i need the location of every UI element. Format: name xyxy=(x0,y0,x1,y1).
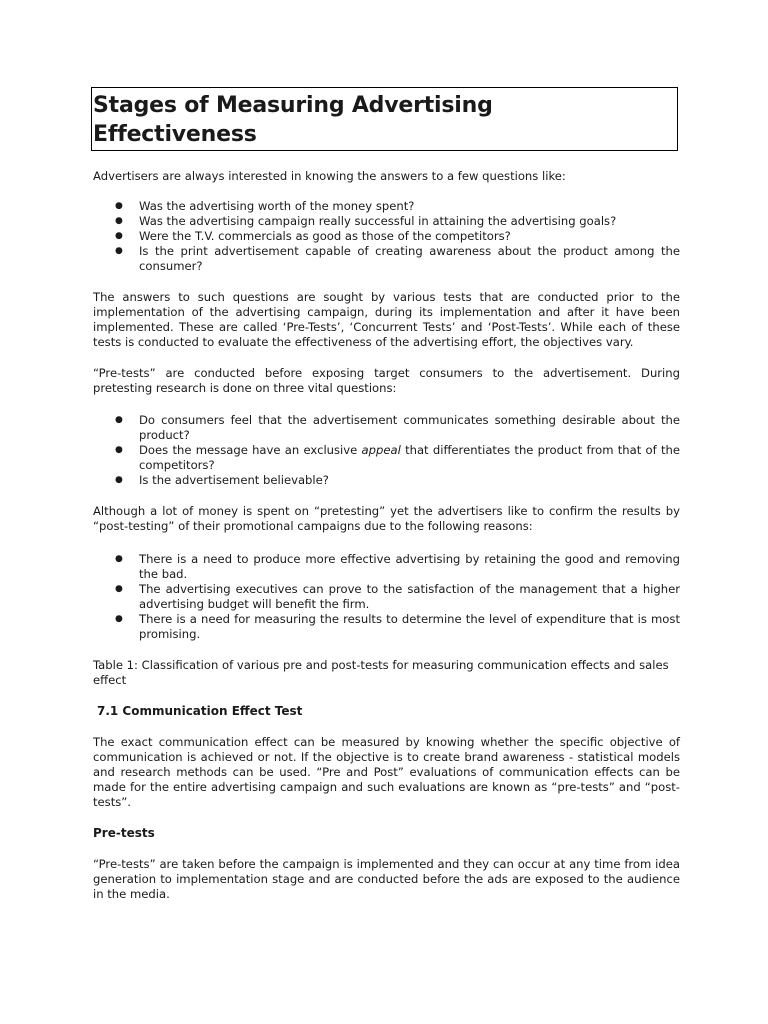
list-item: ● Do consumers feel that the advertisement communicates something desirable about the product? xyxy=(115,413,680,442)
title-line-1: Stages of Measuring Advertising xyxy=(93,93,493,118)
bullet-icon: ● xyxy=(115,584,123,594)
list-item: ● Was the advertising worth of the money spent? xyxy=(115,199,415,213)
title-box xyxy=(91,87,678,151)
vital-questions-list xyxy=(93,413,680,488)
bullet-icon: ● xyxy=(115,614,123,624)
list-item: ● Does the message have an exclusive appeal that differentiates the product from that of the competitors? xyxy=(115,443,680,472)
bullet-icon: ● xyxy=(115,445,123,455)
list-item: ● Is the advertisement believable? xyxy=(115,473,329,487)
list-item: ● There is a need to produce more effective advertising by retaining the good and removing the bad. xyxy=(115,552,680,581)
answers-paragraph: The answers to such questions are sought by various tests that are conducted prior to the implementation of the advertising campaign, during its implementation and after it have been implemented. These are called ‘Pre-Tests’, ‘Concurrent Tests’ and ‘Post-Tests’. While each of these tests is conducted to evaluate the effectiveness of the advertising effort, the objectives vary. xyxy=(93,290,680,349)
list-item: ● There is a need for measuring the results to determine the level of expenditure that is most promising. xyxy=(115,612,680,641)
section-heading-pretests: Pre-tests xyxy=(93,826,155,840)
reasons-list xyxy=(93,552,680,642)
list-item: ● The advertising executives can prove to the satisfaction of the management that a higher advertising budget will benefit the firm. xyxy=(115,582,680,611)
emphasis-appeal: appeal xyxy=(361,443,401,457)
although-paragraph: Although a lot of money is spent on “pretesting” yet the advertisers like to confirm the results by “post-testing” of their promotional campaigns due to the following reasons: xyxy=(93,504,680,533)
section-heading-communication: 7.1 Communication Effect Test xyxy=(97,704,303,718)
document-page xyxy=(93,87,680,902)
pretests-paragraph: “Pre-tests” are conducted before exposing target consumers to the advertisement. During pretesting research is done on three vital questions: xyxy=(93,366,680,395)
bullet-icon: ● xyxy=(115,201,123,211)
page-title xyxy=(92,91,677,149)
questions-list xyxy=(93,199,680,274)
list-item: ● Is the print advertisement capable of creating awareness about the product among the consumer? xyxy=(115,244,680,273)
bullet-icon: ● xyxy=(115,216,123,226)
pretests-detail-paragraph: “Pre-tests” are taken before the campaign is implemented and they can occur at any time from idea generation to implementation stage and are conducted before the ads are exposed to the audience in the media. xyxy=(93,857,680,901)
bullet-icon: ● xyxy=(115,475,123,485)
list-item: ● Was the advertising campaign really successful in attaining the advertising goals? xyxy=(115,214,617,228)
title-line-2: Effectiveness xyxy=(93,122,257,147)
table-caption: Table 1: Classification of various pre and post-tests for measuring communication effects and sales effect xyxy=(93,658,669,687)
intro-paragraph: Advertisers are always interested in knowing the answers to a few questions like: xyxy=(93,169,566,183)
bullet-icon: ● xyxy=(115,415,123,425)
bullet-icon: ● xyxy=(115,554,123,564)
list-item: ● Were the T.V. commercials as good as those of the competitors? xyxy=(115,229,511,243)
communication-paragraph: The exact communication effect can be measured by knowing whether the specific objective of communication is achieved or not. If the objective is to create brand awareness - statistical models and research methods can be used. “Pre and Post” evaluations of communication effects can be made for the entire advertising campaign and such evaluations are known as “pre-tests” and “post-tests”. xyxy=(93,735,680,809)
bullet-icon: ● xyxy=(115,231,123,241)
bullet-icon: ● xyxy=(115,246,123,256)
